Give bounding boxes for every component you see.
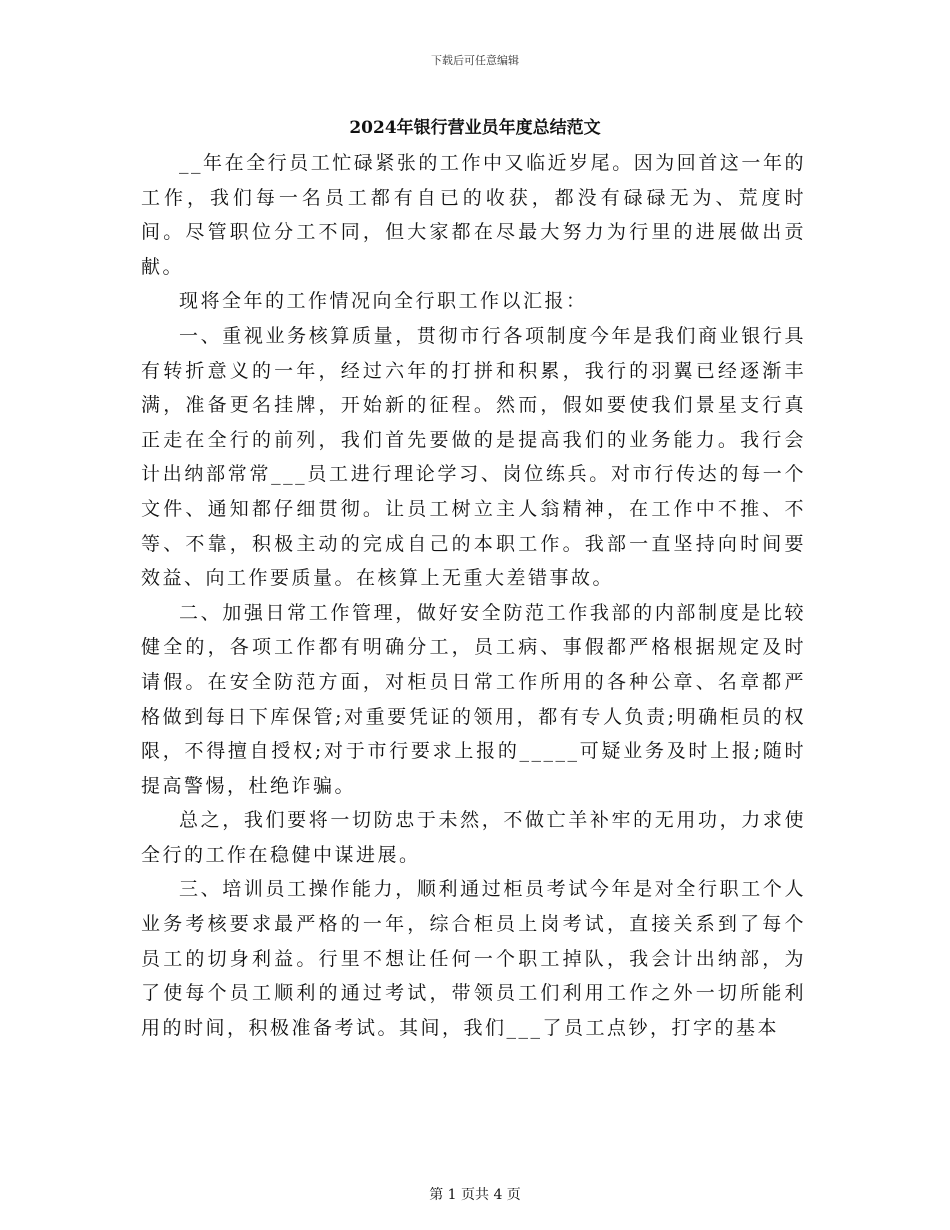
paragraph: 三、培训员工操作能力，顺利通过柜员考试今年是对全行职工个人业务考核要求最严格的一年，综合柜员上岗考试，直接关系到了每个员工的切身利益。行里不想让任何一个职工掉队，我会计出纳部，为了使每个员工顺利的通过考试，带领员工们利用工作之外一切所能利用的时间，积极准备考试。其间，我们___了员工点钞，打字的基本 [141,878,806,1039]
paragraph: 总之，我们要将一切防忠于未然，不做亡羊补牢的无用功，力求使全行的工作在稳健中谋进展。 [141,809,806,866]
paragraph: __年在全行员工忙碌紧张的工作中又临近岁尾。因为回首这一年的工作，我们每一名员工都有自已的收获，都没有碌碌无为、荒度时间。尽管职位分工不同，但大家都在尽最大努力为行里的进展做出贡献。 [141,152,806,278]
document-title: 2024年银行营业员年度总结范文 [349,118,601,138]
paragraph: 现将全年的工作情况向全行职工作以汇报： [179,290,588,313]
header-note: 下载后可任意编辑 [431,54,519,67]
paragraph: 一、重视业务核算质量，贯彻市行各项制度今年是我们商业银行具有转折意义的一年，经过六年的打拼和积累，我行的羽翼已经逐渐丰满，准备更名挂牌，开始新的征程。然而，假如要使我们景星支行真正走在全行的前列，我们首先要做的是提高我们的业务能力。我行会计出纳部常常___员工进行理论学习、岗位练兵。对市行传达的每一个文件、通知都仔细贯彻。让员工树立主人翁精神，在工作中不推、不等、不靠，积极主动的完成自己的本职工作。我部一直坚持向时间要效益、向工作要质量。在核算上无重大差错事故。 [141,324,806,590]
page-number: 第 1 页共 4 页 [429,1187,521,1203]
paragraph: 二、加强日常工作管理，做好安全防范工作我部的内部制度是比较健全的，各项工作都有明确分工，员工病、事假都严格根据规定及时请假。在安全防范方面，对柜员日常工作所用的各种公章、名章都严格做到每日下库保管;对重要凭证的领用，都有专人负责;明确柜员的权限，不得擅自授权;对于市行要求上报的_____可疑业务及时上报;随时提高警惕，杜绝诈骗。 [141,601,806,797]
document-body [141,146,806,1045]
